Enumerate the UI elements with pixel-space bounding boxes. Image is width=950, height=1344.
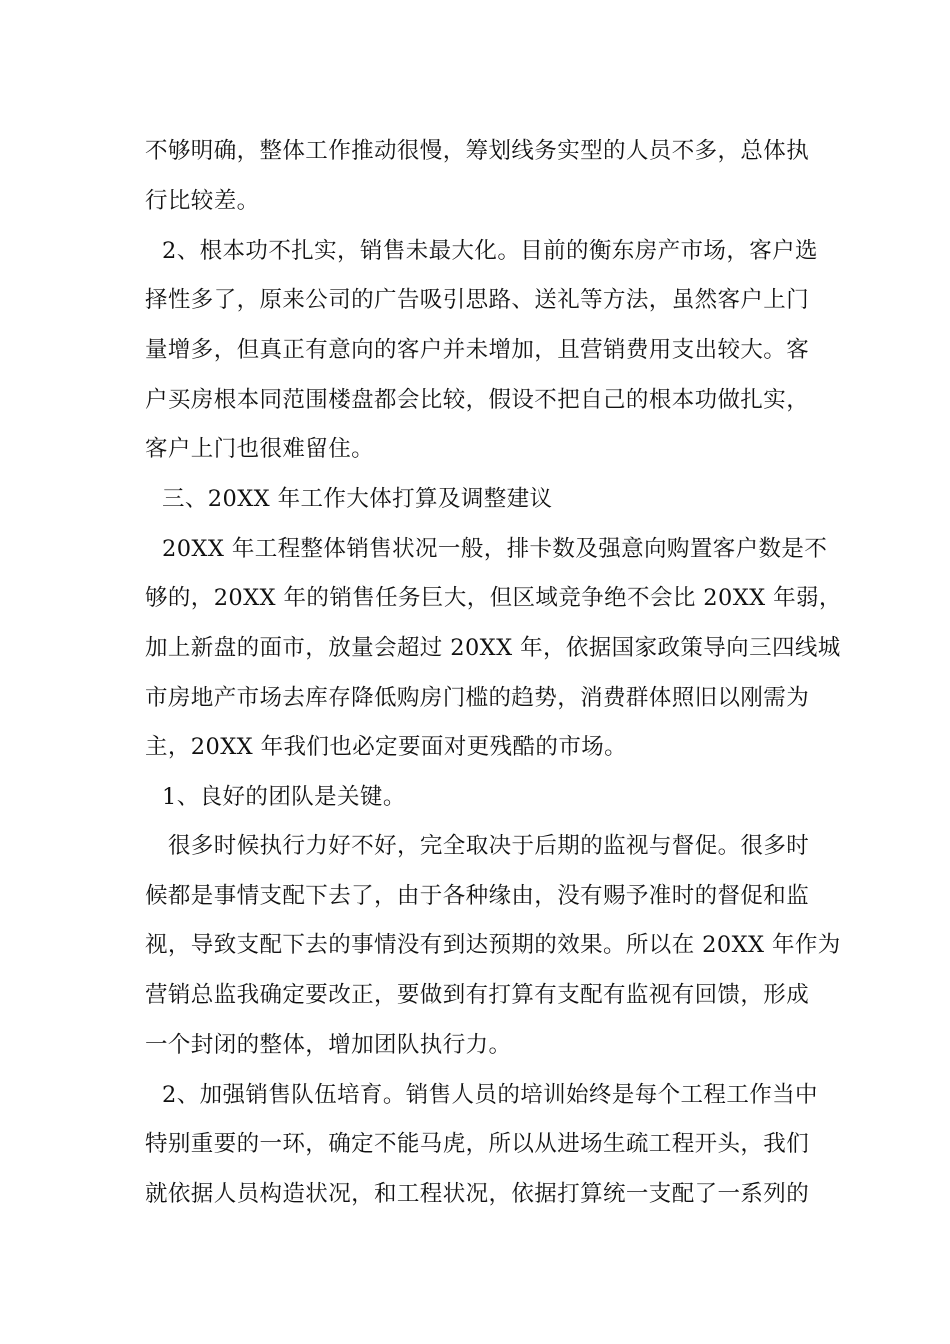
text-line: 客户上门也很难留住。 bbox=[145, 436, 375, 462]
paragraph-heading: 2、根本功不扎实，销售未最大化。目前的衡东房产市场，客户选 bbox=[162, 238, 818, 264]
text-line: 20XX 年工程整体销售状况一般，排卡数及强意向购置客户数是不 bbox=[162, 536, 828, 562]
section-heading: 三、20XX 年工作大体打算及调整建议 bbox=[162, 486, 553, 512]
text-line: 视，导致支配下去的事情没有到达预期的效果。所以在 20XX 年作为 bbox=[145, 932, 841, 958]
text-line: 主，20XX 年我们也必定要面对更残酷的市场。 bbox=[145, 734, 628, 760]
text-line: 不够明确，整体工作推动很慢，筹划线务实型的人员不多，总体执 bbox=[145, 138, 810, 164]
paragraph-heading: 1、良好的团队是关键。 bbox=[162, 784, 406, 810]
text-line: 加上新盘的面市，放量会超过 20XX 年，依据国家政策导向三四线城 bbox=[145, 635, 841, 661]
text-line: 特别重要的一环，确定不能马虎，所以从进场生疏工程开头，我们 bbox=[145, 1131, 810, 1157]
text-line: 一个封闭的整体，增加团队执行力。 bbox=[145, 1032, 512, 1058]
text-line: 就依据人员构造状况，和工程状况，依据打算统一支配了一系列的 bbox=[145, 1181, 810, 1207]
text-line: 够的，20XX 年的销售任务巨大，但区域竞争绝不会比 20XX 年弱， bbox=[145, 585, 842, 611]
text-line: 候都是事情支配下去了，由于各种缘由，没有赐予准时的督促和监 bbox=[145, 883, 810, 909]
text-line: 很多时候执行力好不好，完全取决于后期的监视与督促。很多时 bbox=[168, 833, 810, 859]
text-line: 市房地产市场去库存降低购房门槛的趋势，消费群体照旧以刚需为 bbox=[145, 685, 810, 711]
text-line: 择性多了，原来公司的广告吸引思路、送礼等方法，虽然客户上门 bbox=[145, 287, 810, 313]
text-line: 户买房根本同范围楼盘都会比较，假设不把自己的根本功做扎实， bbox=[145, 387, 810, 413]
text-line: 量增多，但真正有意向的客户并未增加，且营销费用支出较大。客 bbox=[145, 337, 810, 363]
text-line: 行比较差。 bbox=[145, 188, 260, 214]
paragraph-heading: 2、加强销售队伍培育。销售人员的培训始终是每个工程工作当中 bbox=[162, 1082, 818, 1108]
text-line: 营销总监我确定要改正，要做到有打算有支配有监视有回馈，形成 bbox=[145, 982, 810, 1008]
